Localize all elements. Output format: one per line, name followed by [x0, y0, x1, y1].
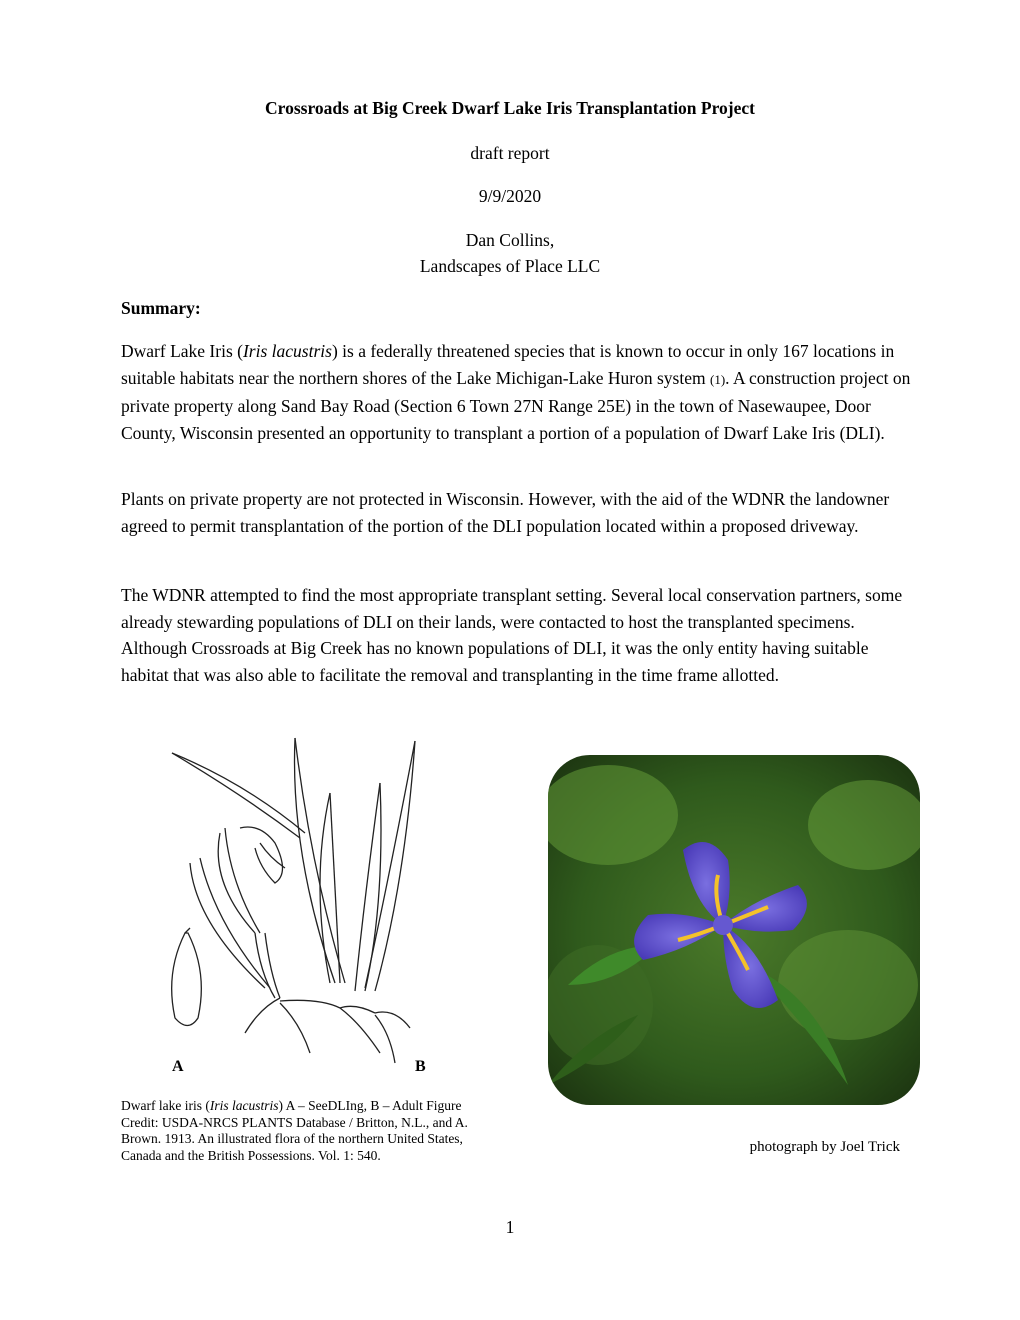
caption-species-name: Iris lacustris: [209, 1098, 279, 1113]
document-organization: Landscapes of Place LLC: [419, 256, 601, 276]
summary-paragraph-3: The WDNR attempted to find the most appropriate transplant setting. Several local conservation partners, some already stewarding populations of DLI on their lands, were contacted to host the transplanted specimens. Although Crossroads at Big Creek has no known populations of DLI, it was the only entity having suitable habitat that was also able to facilitate the removal and transplanting in the time frame allotted.: [121, 585, 903, 685]
p1-reference: (1): [709, 371, 726, 387]
caption-text-a: Dwarf lake iris (: [121, 1098, 210, 1113]
document-subtitle: draft report: [470, 143, 550, 163]
p1-species-name: Iris lacustris: [242, 341, 332, 361]
document-date: 9/9/2020: [478, 186, 542, 206]
label-b: B: [415, 1058, 426, 1075]
figure-caption: [121, 1098, 491, 1164]
p1-text-b: ) is a federally threatened species that is known to occur in only 167 locations in suitable habitats near the northern shores of the Lake Michigan-Lake Huron system: [121, 341, 895, 388]
iris-line-drawing: [160, 733, 460, 1078]
summary-paragraph-2: Plants on private property are not protected in Wisconsin. However, with the aid of the WDNR the landowner agreed to permit transplantation of the portion of the DLI population located within a proposed driveway.: [121, 489, 890, 536]
document-author: Dan Collins,: [465, 230, 555, 250]
label-a: A: [172, 1058, 184, 1075]
summary-paragraph-1: [121, 338, 911, 446]
p1-text-a: Dwarf Lake Iris (: [121, 341, 243, 361]
iris-photograph: [548, 755, 920, 1105]
page-number: 1: [505, 1217, 515, 1237]
document-title: Crossroads at Big Creek Dwarf Lake Iris Transplantation Project: [265, 98, 755, 118]
summary-heading: Summary:: [121, 298, 201, 318]
p1-text-c: . A construction project on private property along Sand Bay Road (Section 6 Town 27N Range 25E) in the town of Nasewaupee, Door County, Wisconsin presented an opportunity to transplant a portion of a population of Dwarf Lake Iris (DLI).: [121, 367, 911, 443]
caption-text-b: ) A – SeeDLIng, B – Adult Figure Credit: USDA-NRCS PLANTS Database / Britton, N.L., and A. Brown. 1913. An illustrated flora of the northern United States, Canada and the British Possessions. Vol. 1: 540.: [121, 1098, 468, 1163]
photo-credit: photograph by Joel Trick: [749, 1139, 900, 1155]
